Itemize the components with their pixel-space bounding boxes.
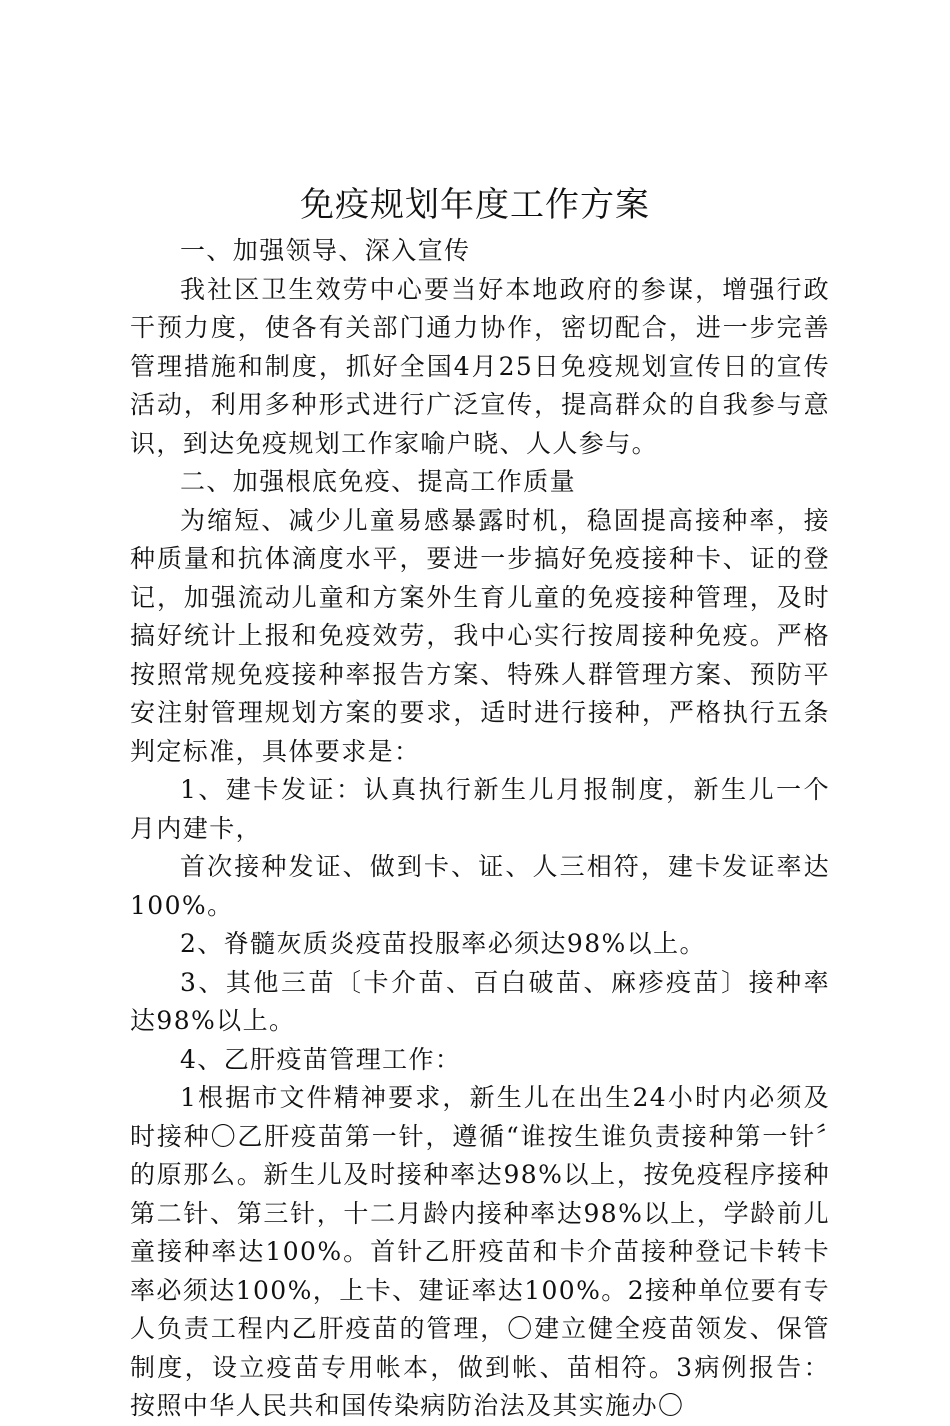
- list-item-2: 2、脊髓灰质炎疫苗投服率必须达98%以上。: [180, 929, 706, 958]
- list-item-1-continued: 首次接种发证、做到卡、证、人三相符，建卡发证率达100%。: [130, 852, 830, 920]
- document-body: [130, 232, 830, 1426]
- body-paragraph-1: 我社区卫生效劳中心要当好本地政府的参谋，增强行政干预力度，使各有关部门通力协作，密切配合，进一步完善管理措施和制度，抓好全国4月25日免疫规划宣传日的宣传活动，利用多种形式进行广泛宣传，提高群众的自我参与意识，到达免疫规划工作家喻户晓、人人参与。: [130, 274, 830, 458]
- list-item-4: 4、乙肝疫苗管理工作：: [180, 1044, 462, 1074]
- list-item-1: 1、建卡发证：认真执行新生儿月报制度，新生儿一个月内建卡，: [130, 775, 830, 843]
- body-paragraph-3: 1根据市文件精神要求，新生儿在出生24小时内必须及时接种〇乙肝疫苗第一针，遵循“谁按生谁负责接种第一针〞的原那么。新生儿及时接种率达98%以上，按免疫程序接种第二针、第三针，十二月龄内接种率达98%以上，学龄前儿童接种率达100%。首针乙肝疫苗和卡介苗接种登记卡转卡率必须达100%，上卡、建证率达100%。2接种单位要有专人负责工程内乙肝疫苗的管理，〇建立健全疫苗领发、保管制度，设立疫苗专用帐本，做到帐、苗相符。3病例报告：按照中华人民共和国传染病防治法及其实施办〇: [130, 1083, 830, 1420]
- list-item-3: 3、其他三苗〔卡介苗、百白破苗、麻疹疫苗〕接种率达98%以上。: [130, 967, 830, 1035]
- body-paragraph-2: 为缩短、减少儿童易感暴露时机，稳固提高接种率，接种质量和抗体滴度水平，要进一步搞好免疫接种卡、证的登记，加强流动儿童和方案外生育儿童的免疫接种管理，及时搞好统计上报和免疫效劳，我中心实行按周接种免疫。严格按照常规免疫接种率报告方案、特殊人群管理方案、预防平安注射管理规划方案的要求，适时进行接种，严格执行五条判定标准，具体要求是：: [130, 505, 830, 766]
- section-heading-2: 二、加强根底免疫、提高工作质量: [180, 467, 577, 496]
- section-heading-1: 一、加强领导、深入宣传: [180, 236, 471, 265]
- document-title: 免疫规划年度工作方案: [300, 185, 650, 225]
